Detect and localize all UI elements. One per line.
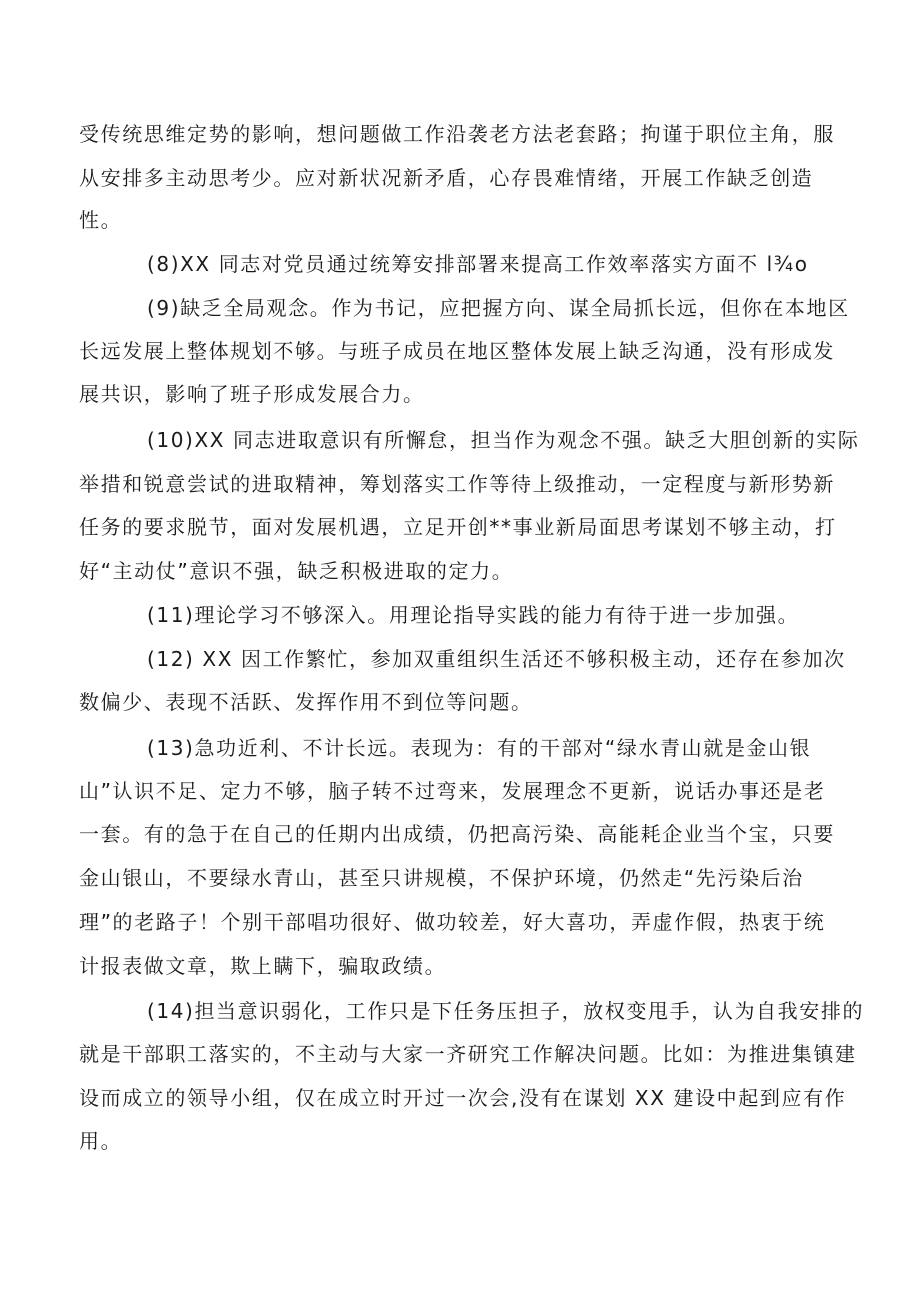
text-line: 从安排多主动思考少。应对新状况新矛盾，心存畏难情绪，开展工作缺乏创造 [79,166,814,190]
text-line: 就是干部职工落实的，不主动与大家一齐研究工作解决问题。比如：为推进集镇建 [79,1042,857,1066]
text-line: 受传统思维定势的影响，想问题做工作沿袭老方法老套路；拘谨于职位主角，服 [79,122,835,146]
text-line: 计报表做文章，欺上瞒下，骗取政绩。 [79,954,447,978]
text-line: 用。 [79,1129,123,1153]
text-line: 任务的要求脱节，面对发展机遇，立足开创**事业新局面思考谋划不够主动，打 [79,515,837,539]
text-line: 展共识，影响了班子形成发展合力。 [79,382,425,406]
text-line: 设而成立的领导小组，仅在成立时开过一次会,没有在谋划 XX 建设中起到应有作 [79,1086,847,1110]
text-line: (14)担当意识弱化，工作只是下任务压担子，放权变甩手，认为自我安排的 [147,999,865,1023]
text-line: (12) XX 因工作繁忙，参加双重组织生活还不够积极主动，还存在参加次 [147,647,846,671]
text-line: 长远发展上整体规划不够。与班子成员在地区整体发展上缺乏沟通，没有形成发 [79,339,835,363]
text-line: (11)理论学习不够深入。用理论指导实践的能力有待于进一步加强。 [147,603,800,627]
text-line: 山”认识不足、定力不够，脑子转不过弯来，发展理念不更新，说话办事还是老 [79,779,826,803]
text-line: (13)急功近利、不计长远。表现为：有的干部对“绿水青山就是金山银 [147,736,812,760]
text-line: 一套。有的急于在自己的任期内出成绩，仍把高污染、高能耗企业当个宝，只要 [79,822,835,846]
text-line: (8)XX 同志对党员通过统筹安排部署来提高工作效率落实方面不 l¾o [147,252,809,276]
text-line: 性。 [79,208,123,232]
text-line: 举措和锐意尝试的进取精神，筹划落实工作等待上级推动，一定程度与新形势新 [79,472,835,496]
text-line: (10)XX 同志进取意识有所懈怠，担当作为观念不强。缺乏大胆创新的实际 [147,428,860,452]
text-line: (9)缺乏全局观念。作为书记，应把握方向、谋全局抓长远，但你在本地区 [147,296,850,320]
text-line: 理”的老路子！个别干部唱功很好、做功较差，好大喜功，弄虚作假，热衷于统 [79,910,826,934]
text-line: 好“主动仗”意识不强，缺乏积极进取的定力。 [79,559,514,583]
text-line: 金山银山，不要绿水青山，甚至只讲规模，不保护环境，仍然走“先污染后治 [79,866,804,890]
text-line: 数偏少、表现不活跃、发挥作用不到位等问题。 [79,690,533,714]
